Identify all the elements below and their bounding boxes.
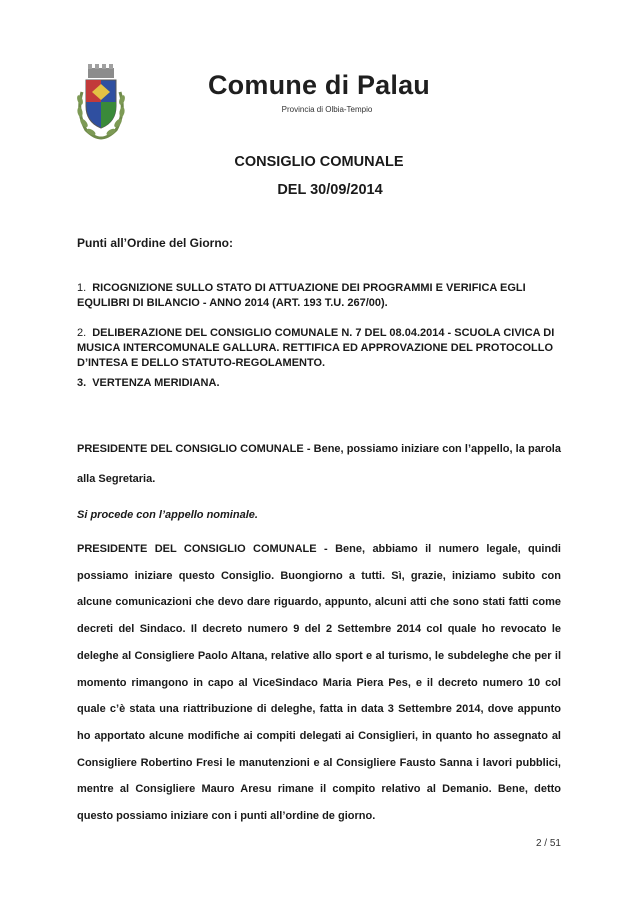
council-title: CONSIGLIO COMUNALE <box>234 154 404 170</box>
agenda-item-number: 3. <box>77 377 87 389</box>
agenda-item-text: VERTENZA MERIDIANA. <box>92 377 220 389</box>
agenda-item <box>77 376 561 391</box>
municipality-name: Comune di Palau <box>207 70 431 100</box>
agenda-item-text: RICOGNIZIONE SULLO STATO DI ATTUAZIONE DEI PROGRAMMI E VERIFICA EGLI EQULIBRI DI BILANCIO - ANNO 2014 (ART. 193 T.U. 267/00). <box>77 282 526 309</box>
speech-text: Bene, possiamo iniziare con l’appello, la parola alla Segretaria. <box>77 443 561 485</box>
agenda-item-text: DELIBERAZIONE DEL CONSIGLIO COMUNALE N. 7 DEL 08.04.2014 - SCUOLA CIVICA DI MUSICA INTERCOMUNALE GALLURA. RETTIFICA ED APPROVAZIONE DEL PROTOCOLLO D’INTESA E DELLO STATUTO-REGOLAMENTO. <box>77 327 555 369</box>
agenda-heading: Punti all’Ordine del Giorno: <box>77 236 234 250</box>
procedure-note: Si procede con l’appello nominale. <box>77 509 258 521</box>
agenda-item <box>77 281 561 311</box>
agenda-item-number: 2. <box>77 327 87 339</box>
municipality-header <box>0 70 638 114</box>
agenda-item-number: 1. <box>77 282 87 294</box>
speaker-name: PRESIDENTE DEL CONSIGLIO COMUNALE <box>77 543 317 555</box>
agenda-item <box>77 326 561 371</box>
page-number: 2 / 51 <box>535 838 561 849</box>
speaker-separator: - <box>316 543 336 555</box>
session-heading <box>0 154 638 198</box>
speech-text: Bene, abbiamo il numero legale, quindi possiamo iniziare questo Consiglio. Buongiorno a tutti. Sì, grazie, iniziamo subito con alcune comunicazioni che devo dare riguardo, appunto, alcuni atti che sono stati fatti come decreti del Sindaco. Il decreto numero 9 del 2 Settembre 2014 col quale ho revocato le deleghe al Consigliere Paolo Altana, relative allo sport e al turismo, le subdeleghe che per il momento rimangono in capo al ViceSindaco Maria Piera Pes, e il decreto numero 10 col quale c’è stata una riattribuzione di deleghe, fatta in data 3 Settembre 2014, dove appunto ho apportato alcune modifiche ai compiti delegati ai Consiglieri, in quanto ho assegnato al Consigliere Robertino Fresi le manutenzioni e al Consigliere Fausto Sanna i lavori pubblici, mentre al Consigliere Mauro Aresu rimane il compito relativo al Demanio. Bene, detto questo possiamo iniziare con i punti all’ordine de giorno. <box>77 543 561 823</box>
speaker-name: PRESIDENTE DEL CONSIGLIO COMUNALE <box>77 443 304 455</box>
session-date: DEL 30/09/2014 <box>277 182 383 198</box>
province-name: Provincia di Olbia-Tempio <box>281 105 373 114</box>
transcript-speech <box>77 434 561 494</box>
transcript-speech <box>77 536 561 830</box>
speaker-separator: - <box>303 443 314 455</box>
